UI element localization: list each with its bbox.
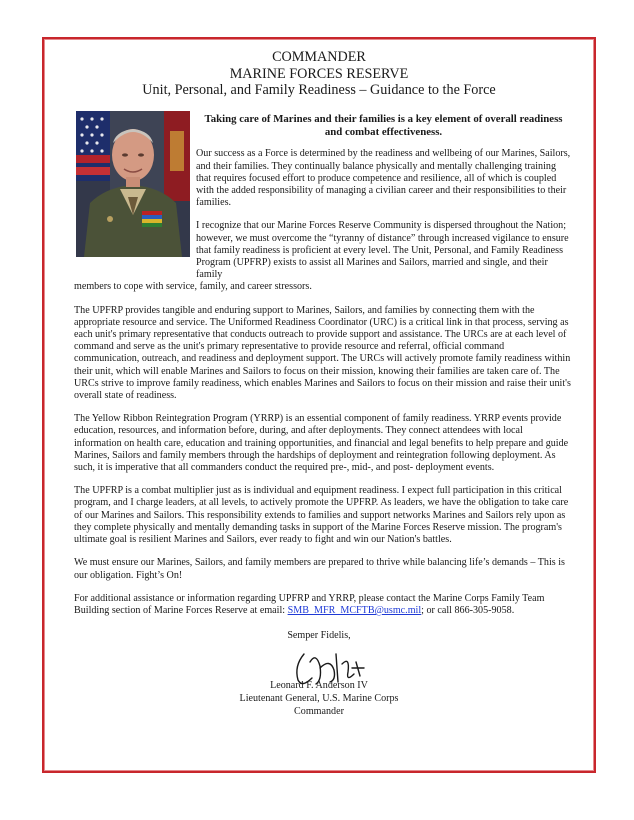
letterhead: [42, 49, 596, 99]
letter-body: [74, 113, 571, 628]
header-subject: Unit, Personal, and Family Readiness – Guidance to the Force: [142, 82, 496, 98]
signatory-name: Leonard F. Anderson IV: [270, 680, 368, 691]
signatory-title: Commander: [294, 706, 344, 717]
paragraph-distance-continued: members to cope with service, family, and career stressors.: [74, 281, 312, 293]
contact-email-link[interactable]: SMB_MFR_MCFTB@usmc.mil: [287, 604, 422, 616]
paragraph-combat-multiplier: The UPFRP is a combat multiplier just as is individual and equipment readiness. I expect full participation in this critical program, and I charge leaders, at all levels, to actively promote the UPFRP. As leaders, we have the obligation to take care of our Marines and Sailors. This responsibility extends to families and support networks Marines and Sailors rely upon as they complete physically and mentally demanding tasks in support of the Marine Forces Reserve mission. The program's ultimate goal is resilient Marines and Sailors, ever ready to fight and win our Nation's battles.: [74, 485, 569, 546]
contact-text: For additional assistance or information regarding UPFRP and YRRP, please contact the Marine Corps Family Team Building section of Marine Forces Reserve at email:: [74, 592, 545, 616]
paragraph-obligation: We must ensure our Marines, Sailors, and family members are prepared to thrive while balancing life’s demands – This is our obligation. Fight’s On!: [74, 557, 565, 581]
paragraph-yrrp: The Yellow Ribbon Reintegration Program (YRRP) is an essential component of family readiness. YRRP events provide education, resources, and information before, during, and after deployments. They connect attendees with local information on health care, education and training opportunities, and financial and legal benefits to help prepare and guide Marines, Sailors and family members through the hardships of deployment and reintegration following deployment. As such, it is imperative that all commanders conduct the required pre-, mid-, and post- deployment events.: [74, 413, 569, 474]
paragraph-success: Our success as a Force is determined by the readiness and wellbeing of our Marines, Sailors, and their families. They continually balance physically and mentally challenging training that requires focused effort to produce competence and resilience, all of which is coupled with the added responsibility of managing a civilian career and their responsibilities to their families.: [196, 148, 571, 209]
signatory-rank: Lieutenant General, U.S. Marine Corps: [239, 693, 399, 704]
header-title: COMMANDER: [272, 49, 366, 65]
paragraph-upfrp: The UPFRP provides tangible and enduring support to Marines, Sailors, and families by connecting them with the appropriate resource and service. The Uniformed Readiness Coordinator (URC) is a critical link in that process, serving as each unit's primary representative that conducts outreach to provide support and assistance. The URCs are at each level of command and serve as the unit's primary representative to provide resource and referral, official command communication, outreach, and readiness and deployment support. The URCs will actively promote family readiness within their unit, which will enable Marines and Sailors to focus on their mission, knowing their families are taken care of. The URCs strive to improve family readiness, which enables Marines and Sailors to focus on their mission and raise their unit's overall state of readiness.: [74, 304, 571, 402]
paragraph-contact: [74, 593, 571, 617]
contact-phone-text: ; or call 866-305-9058.: [421, 604, 515, 616]
salutation: Semper Fidelis,: [287, 630, 351, 641]
header-org: MARINE FORCES RESERVE: [229, 65, 409, 82]
paragraph-distance: I recognize that our Marine Forces Reserve Community is dispersed throughout the Nation; however, we must overcome the “tyranny of distance” through increased vigilance to ensure that family readiness is proficient at every level. The Unit, Personal, and Family Readiness Program (UPFRP) exists to assist all Marines and Sailors, married and single, and their family: [196, 220, 569, 281]
lead-statement: Taking care of Marines and their families is a key element of overall readiness and combat effectiveness.: [204, 113, 563, 139]
